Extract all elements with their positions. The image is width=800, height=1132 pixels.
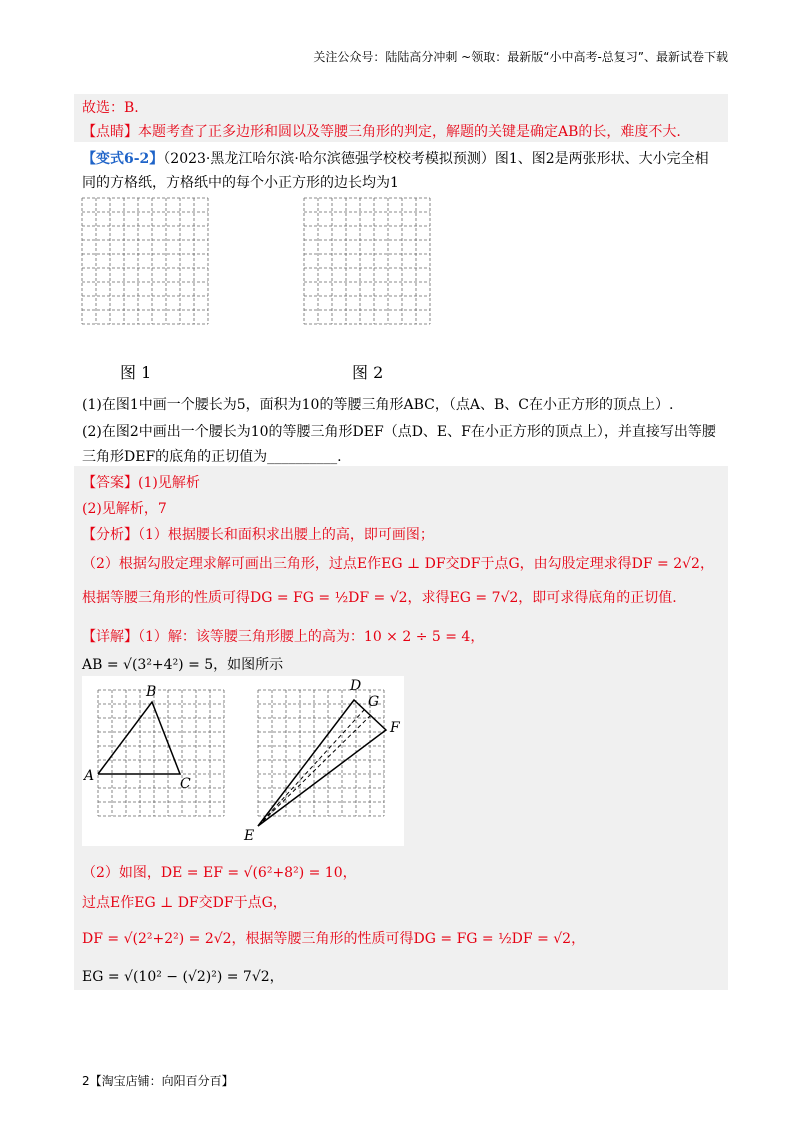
triangle-def (258, 700, 386, 826)
empty-grid-2 (302, 196, 432, 326)
answer-2: (2)见解析，7 (82, 501, 167, 517)
variant-line (82, 148, 709, 168)
comment-line (82, 121, 681, 141)
question-2b: 三角形DEF的底角的正切值为__________. (82, 449, 342, 465)
comment-tag: 【点睛】 (82, 124, 138, 140)
analysis-1: （1）根据腰长和面积求出腰上的高，即可画图； (138, 527, 434, 543)
part2-line-3: DF = √(2²+2²) = 2√2，根据等腰三角形的性质可得DG = FG = ½DF = √2， (82, 931, 586, 947)
page-header: 关注公众号：陆陆高分冲刺 ~领取：最新版“小中高考-总复习”、最新试卷下载 (313, 50, 728, 64)
detail-line-2: AB = √(3²+4²) = 5，如图所示 (82, 657, 284, 673)
analysis-line-3: 根据等腰三角形的性质可得DG = FG = ½DF = √2，求得EG = 7√2，即可求得底角的正切值. (82, 590, 677, 606)
altitude-eg (258, 714, 372, 826)
label-b: B (146, 684, 157, 700)
label-a: A (84, 768, 95, 784)
detail-tag: 【详解】 (82, 629, 138, 645)
segment-eg2 (258, 710, 364, 826)
comment-text: 本题考查了正多边形和圆以及等腰三角形的判定，解题的关键是确定AB的长，难度不大. (138, 124, 681, 140)
label-f: F (390, 720, 400, 736)
analysis-tag: 【分析】 (82, 527, 138, 543)
label-g: G (368, 694, 380, 710)
empty-grid-1 (80, 196, 210, 326)
label-d: D (350, 678, 362, 694)
analysis-line-2: （2）根据勾股定理求解可画出三角形，过点E作EG ⊥ DF交DF于点G，由勾股定理求得DF = 2√2， (82, 556, 714, 572)
part2-line-2: 过点E作EG ⊥ DF交DF于点G， (82, 895, 287, 911)
answer-1: (1)见解析 (138, 475, 200, 491)
analysis-line-1 (82, 524, 434, 544)
part2-line-4: EG = √(10² − (√2)²) = 7√2， (82, 969, 284, 985)
variant-text: （2023·黑龙江哈尔滨·哈尔滨德强学校校考模拟预测）图1、图2是两张形状、大小完全相 (163, 151, 709, 167)
variant-line-2: 同的方格纸，方格纸中的每个小正方形的边长均为1 (82, 175, 399, 191)
solution-figure (82, 676, 404, 846)
part2-line-1: （2）如图，DE = EF = √(6²+8²) = 10， (82, 865, 357, 881)
label-e: E (244, 828, 255, 844)
fig2-caption: 图 2 (352, 363, 384, 382)
answer-line (82, 472, 200, 492)
page-footer: 2【淘宝店铺：向阳百分百】 (82, 1074, 234, 1088)
conclusion-text: 故选：B. (82, 100, 139, 116)
detail-line-1 (82, 626, 484, 646)
question-1: (1)在图1中画一个腰长为5，面积为10的等腰三角形ABC，（点A、B、C在小正方形的顶点上）. (82, 397, 674, 413)
label-c: C (180, 776, 191, 792)
fig1-caption: 图 1 (120, 363, 152, 382)
detail-1: （1）解：该等腰三角形腰上的高为：10 × 2 ÷ 5 = 4， (138, 629, 485, 645)
answer-tag: 【答案】 (82, 475, 138, 491)
variant-tag: 【变式6-2】 (82, 151, 164, 167)
question-2a: (2)在图2中画出一个腰长为10的等腰三角形DEF（点D、E、F在小正方形的顶点上），并直接写出等腰 (82, 424, 716, 440)
